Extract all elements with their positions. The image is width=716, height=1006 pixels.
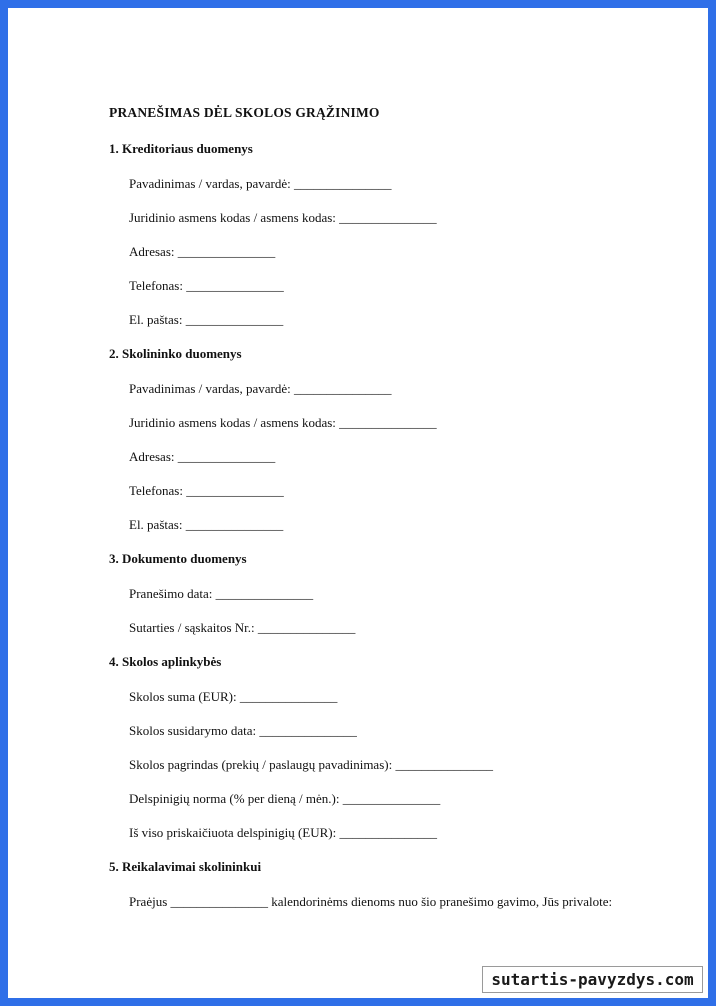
field-debt-basis [129, 757, 493, 773]
section-heading-demands: 5. Reikalavimai skolininkui [109, 859, 262, 874]
field-blank: _______________ [185, 517, 284, 532]
field-blank: _______________ [259, 723, 357, 738]
field-label: Pranešimo data: [129, 586, 213, 601]
field-debtor-name [129, 381, 391, 397]
field-label: Skolos suma (EUR): [129, 689, 237, 704]
document-title: PRANEŠIMAS DĖL SKOLOS GRĄŽINIMO [109, 105, 380, 120]
field-label: Telefonas: [129, 483, 183, 498]
field-debtor-phone [129, 483, 284, 499]
field-label: Iš viso priskaičiuota delspinigių (EUR): [129, 825, 337, 840]
field-blank: _______________ [177, 244, 276, 259]
field-label: Telefonas: [129, 278, 183, 293]
field-debtor-address [129, 449, 275, 465]
field-blank: _______________ [170, 894, 269, 909]
section-heading-creditor: 1. Kreditoriaus duomenys [109, 141, 253, 156]
watermark-badge: sutartis-pavyzdys.com [482, 966, 703, 993]
field-penalty-rate [129, 791, 440, 807]
field-blank: _______________ [395, 757, 493, 772]
field-creditor-name [129, 176, 391, 192]
field-label: Juridinio asmens kodas / asmens kodas: [129, 415, 336, 430]
field-label: Pavadinimas / vardas, pavardė: [129, 176, 291, 191]
field-creditor-code [129, 210, 437, 226]
field-penalty-total [129, 825, 437, 841]
field-label: Pavadinimas / vardas, pavardė: [129, 381, 291, 396]
field-blank: _______________ [239, 689, 338, 704]
field-notice-date [129, 586, 313, 602]
field-blank: _______________ [215, 586, 314, 601]
field-blank: _______________ [185, 312, 284, 327]
field-blank: _______________ [339, 415, 437, 430]
field-debt-amount [129, 689, 337, 705]
field-label: Sutarties / sąskaitos Nr.: [129, 620, 255, 635]
field-blank: _______________ [342, 791, 441, 806]
field-creditor-phone [129, 278, 284, 294]
document-page [8, 8, 708, 998]
field-blank: _______________ [177, 449, 276, 464]
field-blank: _______________ [186, 483, 284, 498]
field-label: Juridinio asmens kodas / asmens kodas: [129, 210, 336, 225]
demand-sentence [129, 894, 612, 910]
field-blank: _______________ [186, 278, 284, 293]
section-heading-debtor: 2. Skolininko duomenys [109, 346, 242, 361]
field-label: El. paštas: [129, 312, 183, 327]
sentence-start: Praėjus [129, 894, 168, 909]
field-debtor-code [129, 415, 437, 431]
section-heading-document: 3. Dokumento duomenys [109, 551, 247, 566]
field-blank: _______________ [293, 176, 392, 191]
field-label: El. paštas: [129, 517, 183, 532]
field-debt-date [129, 723, 357, 739]
field-label: Delspinigių norma (% per dieną / mėn.): [129, 791, 340, 806]
field-blank: _______________ [257, 620, 356, 635]
field-label: Skolos pagrindas (prekių / paslaugų pavadinimas): [129, 757, 393, 772]
field-blank: _______________ [293, 381, 392, 396]
field-label: Skolos susidarymo data: [129, 723, 257, 738]
sentence-end: kalendorinėms dienoms nuo šio pranešimo gavimo, Jūs privalote: [271, 894, 613, 909]
field-label: Adresas: [129, 244, 175, 259]
section-heading-debt: 4. Skolos aplinkybės [109, 654, 222, 669]
field-creditor-address [129, 244, 275, 260]
field-blank: _______________ [339, 825, 438, 840]
field-creditor-email [129, 312, 283, 328]
field-blank: _______________ [339, 210, 437, 225]
field-label: Adresas: [129, 449, 175, 464]
field-debtor-email [129, 517, 283, 533]
field-contract-number [129, 620, 355, 636]
